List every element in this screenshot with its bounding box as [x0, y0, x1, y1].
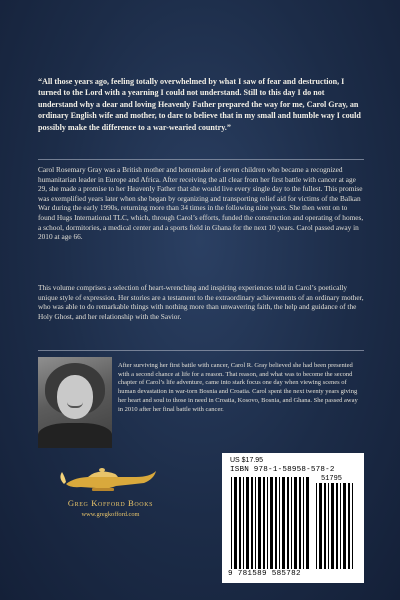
addon-number: 51795 [321, 475, 343, 483]
ean-barcode [230, 477, 312, 569]
divider-bottom [38, 350, 364, 351]
barcode-box [222, 453, 364, 583]
author-photo [38, 357, 112, 448]
publisher-url: www.gregkofford.com [81, 511, 140, 518]
addon-barcode [315, 483, 355, 569]
pull-quote: “All those years ago, feeling totally overwhelmed by what I saw of fear and destruction, I turned to the Lord with a yearning I could not understand. Still to this day I do not understand why a dear and loving Heavenly Father prepared the way for me, Carol Gray, an ordinary English wife and mother, to dare to believe that in my small and humble way I could possibly make the difference to a war-wearied country.” [38, 77, 361, 132]
publisher-logo [38, 464, 183, 518]
description-paragraph-2: This volume comprises a selection of heart-wrenching and inspiring experiences told in Carol’s poetically unique style of expression. Her stories are a testament to the extraordinary achievements of an ordinary mother, who was able to do remarkable things with nothing more than unwavering faith, the help and guidance of the Holy Ghost, and her relationship with the Savior. [38, 283, 364, 321]
lamp-icon [56, 464, 166, 494]
price-label: US $17.95 [230, 457, 264, 464]
description-paragraph-1: Carol Rosemary Gray was a British mother and homemaker of seven children who became a recognized humanitarian leader in Europe and Africa. After receiving the all clear from her first battle with cancer at age 29, she made a promise to her Heavenly Father that she would live every single day to the fullest. This promise was exemplified years later when she began by organizing and transporting relief aid for victims of the Balkan War during the early 1990s, returning more than 34 times in the following nine years. She then went on to found Hugs International TLC, which, through Carol’s efforts, funded the construction and operating of homes, a school, dormitories, a medical center and a sports field in Ghana for the next 10 years. Carol passed away in 2010 at age 66. [38, 165, 364, 242]
ean-number: 9 781589 585782 [228, 570, 301, 578]
author-bio: After surviving her first battle with cancer, Carol R. Gray believed she had been presented with a second chance at life for a reason. That reason, and what was to become the second chapter of Carol’s life adventure, came into stark focus one day when viewing scenes of human devastation in war-torn Bosnia and Croatia. Carol spent the next twenty years giving her heart and soul to those in need in Croatia, Kosovo, Bosnia, and Ghana. She passed away in 2010 after her final battle with cancer. [118, 362, 358, 413]
publisher-name: Greg Kofford Books [67, 498, 154, 508]
divider-top [38, 159, 364, 160]
isbn-label: ISBN 978-1-58958-578-2 [230, 466, 335, 474]
